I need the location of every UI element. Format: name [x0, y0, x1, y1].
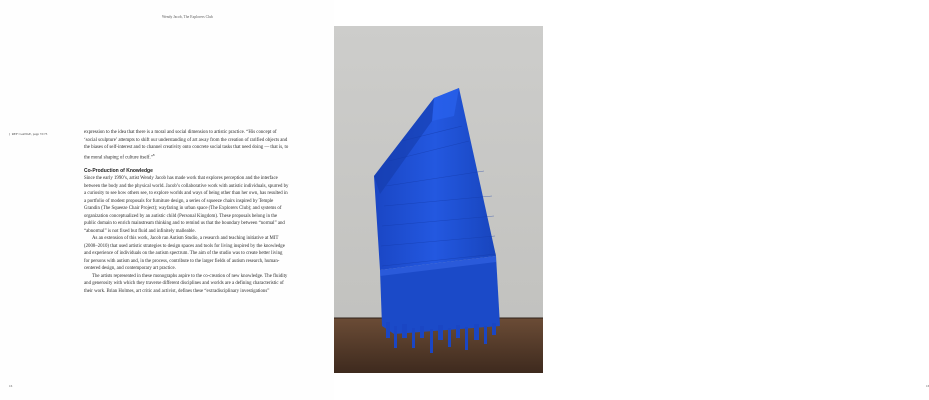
page-number-right: 16: [926, 384, 929, 388]
body-text: [84, 129, 289, 295]
paragraph-2: Since the early 1990’s, artist Wendy Jacob has made work that explores perception and the interface between the body and the physical world. Jacob’s collaborative work with autistic individuals, spurred by a curiosity to see how others see, to explore worlds and ways of being other than her own, has resulted in a portfolio of modest proposals for furniture design, a series of squeeze chairs inspired by Temple Grandin (The Squeeze Chair Project); wayfaring in urban space (The Explorers Club); and systems of organization conceptualized by an autistic child (Personal Kingdom). These proposals belong in the public domain to enrich mainstream thinking and to remind us that the boundary between “normal” and “abnormal” is not fixed but fluid and infinitely malleable.: [84, 176, 289, 234]
side-note-text: REF: GANGE, page 72/73: [11, 132, 48, 136]
section-heading: Co-Production of Knowledge: [84, 167, 153, 174]
paragraph-intro-text: expression to the idea that there is a moral and social dimension to artistic practice. “His concept of ‘social sculpture’ attempts to shift our understanding of art away from the creation of rarified objects and the biases of self-interest and to channel creativity onto concrete social tasks that need doing — that is, to the moral shaping of culture itself.”: [84, 130, 289, 161]
blue-tape-house-sculpture-image: [334, 26, 543, 373]
paragraph-4: The artists represented in these monographs aspire to the co-creation of new knowledge. The fluidity and generosity with which they traverse different disciplines and worlds are a defining characteristic of their work. Brian Holmes, art critic and activist, defines these “extradisciplinary investigations”: [84, 273, 288, 294]
artwork-photo: [334, 26, 543, 373]
side-note: [9, 132, 47, 136]
paragraph-3: As an extension of this work, Jacob ran Autism Studio, a research and teaching initiative at MIT (2008–2010) that used artistic strategies to design spaces and tools for living inspired by the knowledge and experience of individuals on the autism spectrum. The aim of the studio was to create better living for persons with autism and, in the process, contribute to the larger fields of autism research, human-centered design, and contemporary art practice.: [84, 236, 285, 272]
running-header: Wendy Jacob, The Explorers Club: [162, 15, 213, 19]
footnote-ref: 8: [152, 152, 155, 157]
page-number-left: 16: [9, 384, 13, 388]
side-note-mark: |: [9, 132, 10, 136]
paragraph-intro: [84, 129, 289, 162]
left-page: [0, 0, 334, 400]
